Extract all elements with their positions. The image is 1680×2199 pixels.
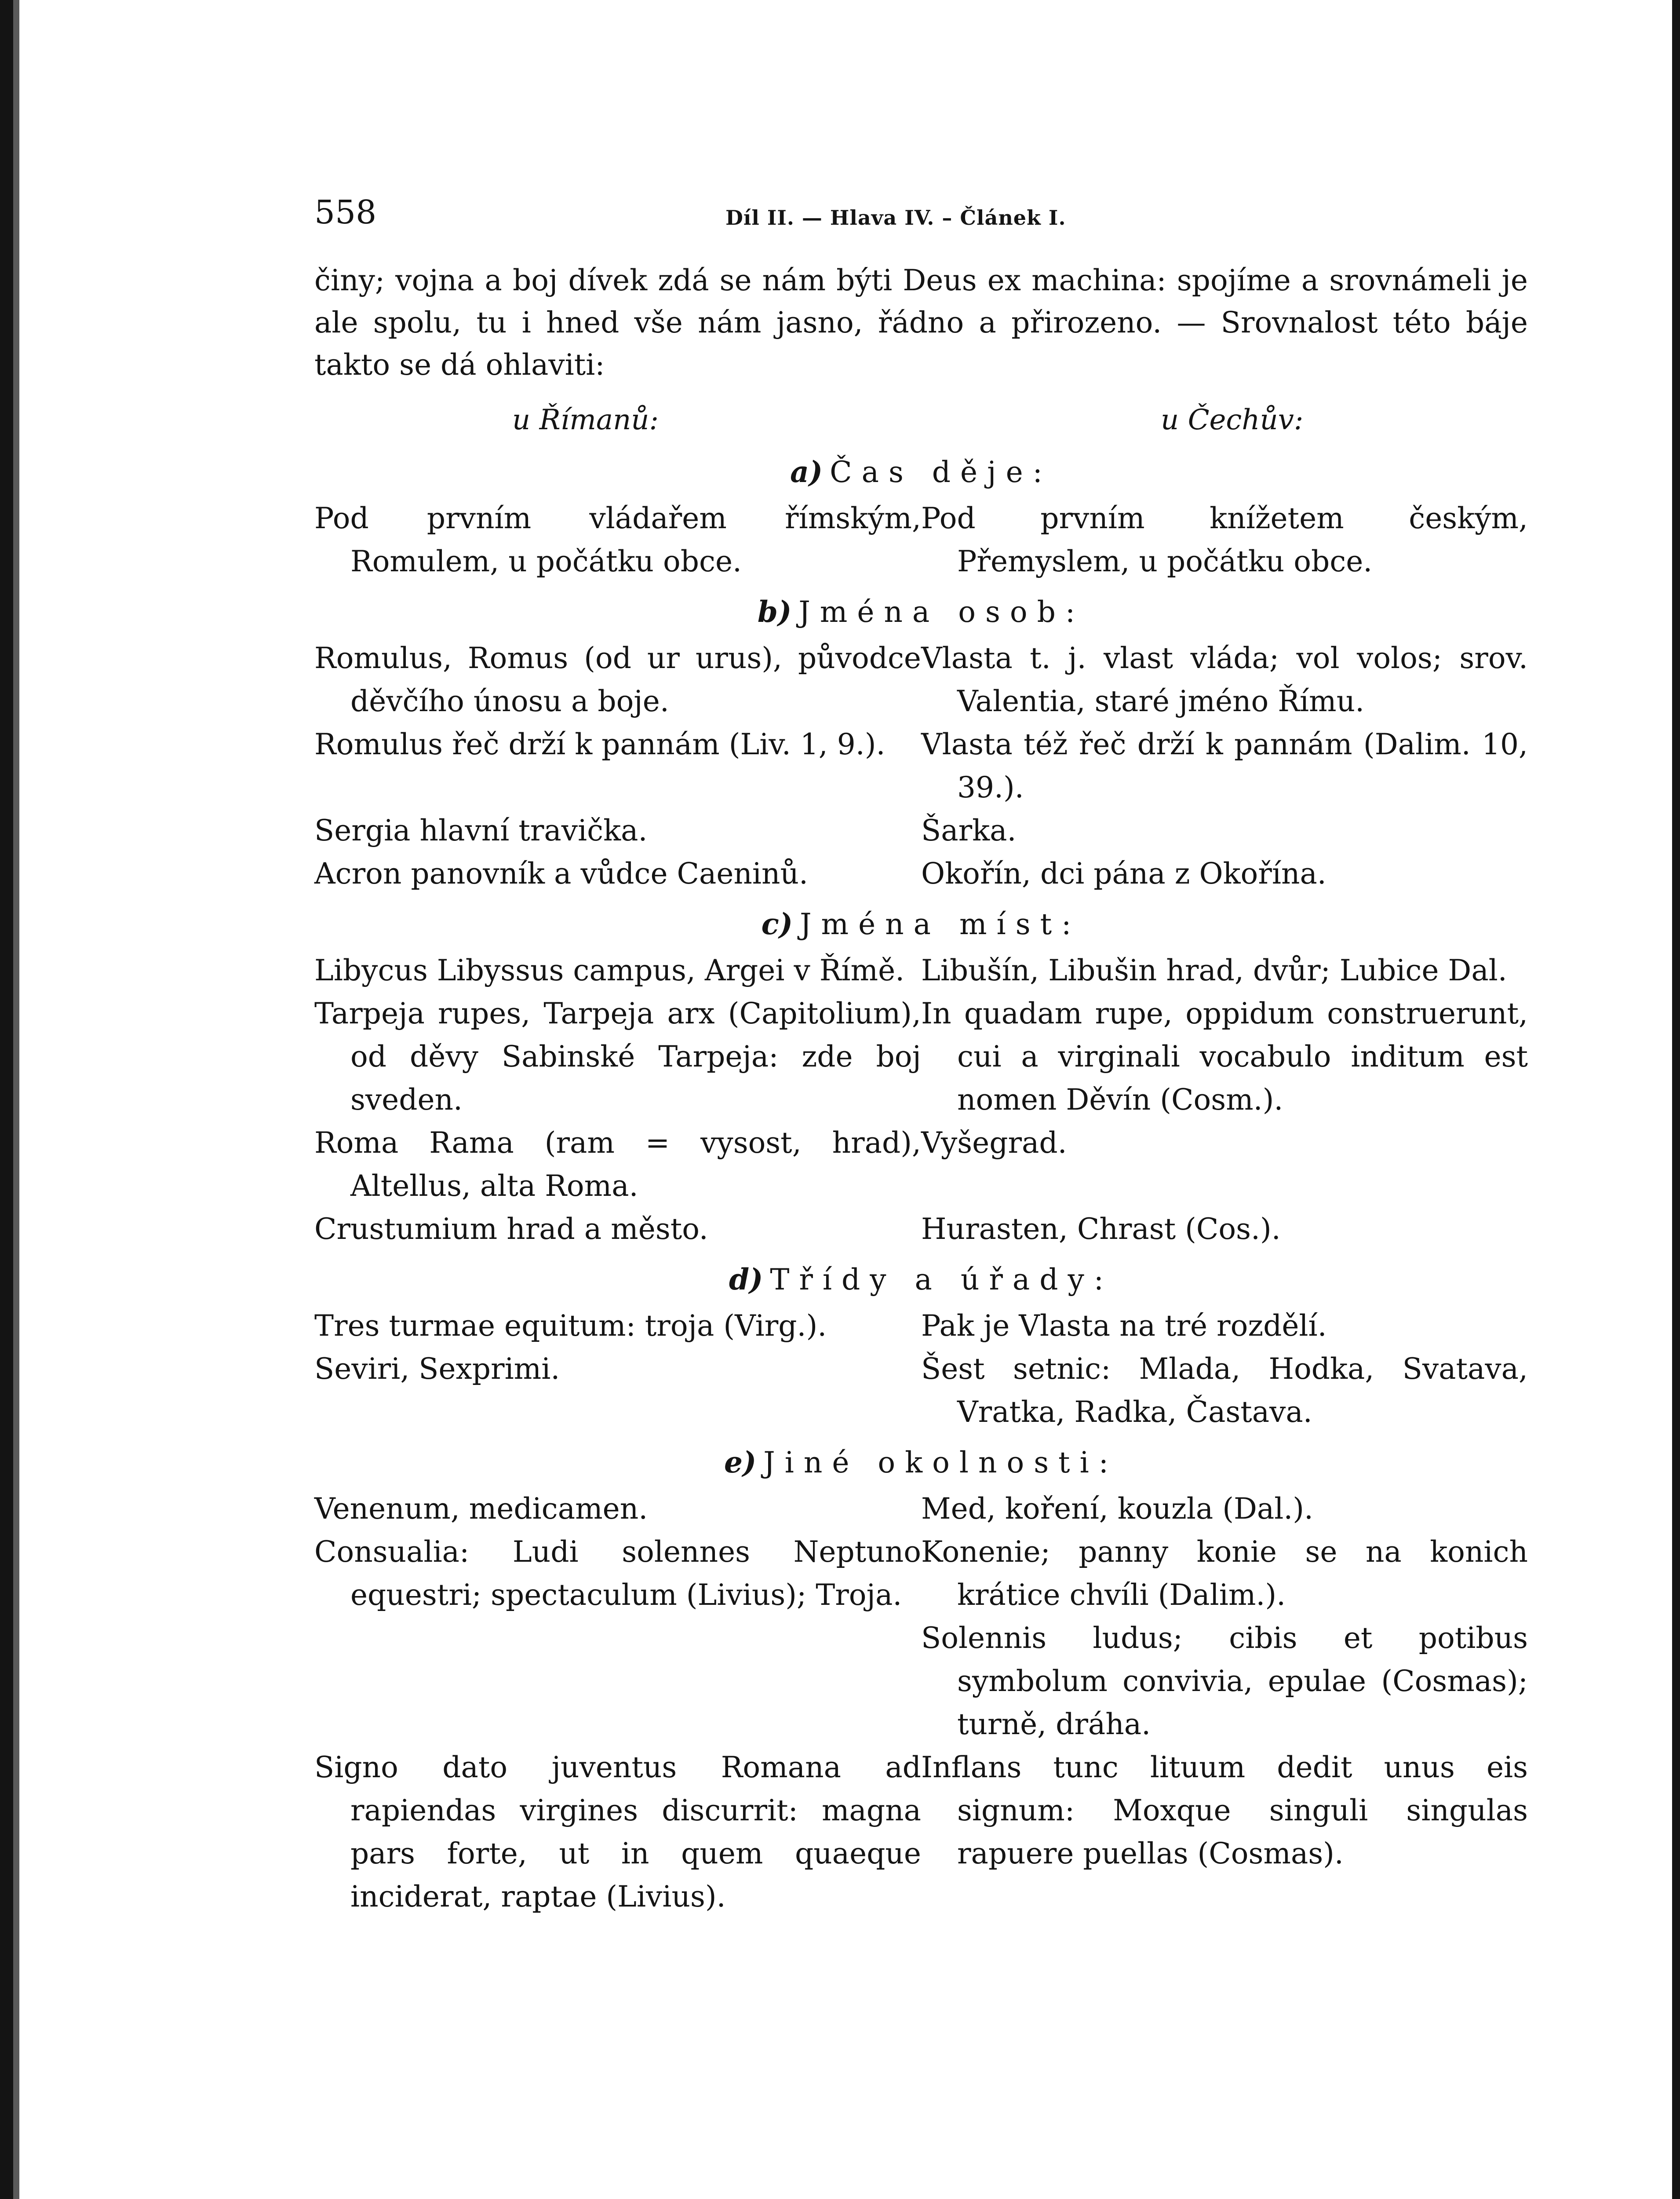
comparison-row (314, 723, 1528, 809)
right-entry: Vyšegrad. (921, 1126, 1067, 1160)
section-heading (314, 1445, 1528, 1479)
left-entry: Signo dato juventus Romana ad rapiendas virgines discurrit: magna pars forte, ut in quem quaeque inciderat, raptae (Livius). (314, 1750, 921, 1914)
comparison-row (314, 1304, 1528, 1348)
scan-border-right (1672, 0, 1680, 2199)
left-entry: Roma Rama (ram = vysost, hrad), Altellus, alta Roma. (314, 1126, 921, 1203)
comparison-row (314, 1121, 1528, 1208)
section-d (314, 1262, 1528, 1434)
left-entry: Pod prvním vládařem římským, Romulem, u počátku obce. (314, 501, 921, 578)
section-title: Jména míst: (800, 907, 1081, 941)
left-entry: Seviri, Sexprimi. (314, 1352, 560, 1386)
left-entry (314, 1617, 921, 1746)
page (314, 189, 1528, 1918)
right-entry: Šest setnic: Mlada, Hodka, Svatava, Vratka, Radka, Častava. (921, 1352, 1528, 1429)
right-entry: Inflans tunc lituum dedit unus eis signum: Moxque singuli singulas rapuere puellas (Cosmas). (921, 1750, 1528, 1870)
section-mark: e) (724, 1445, 757, 1479)
right-entry: Libušín, Libušin hrad, dvůr; Lubice Dal. (921, 953, 1507, 987)
column-headings (314, 404, 1528, 443)
comparison-row (314, 1531, 1528, 1617)
section-heading (314, 1262, 1528, 1297)
right-entry: Med, koření, kouzla (Dal.). (921, 1492, 1314, 1526)
comparison-row (314, 1746, 1528, 1918)
comparison-row (314, 992, 1528, 1121)
section-mark: b) (757, 595, 792, 629)
section-title: Jména osob: (798, 595, 1085, 629)
column-heading-right: u Čechův: (1161, 404, 1304, 436)
section-mark: d) (729, 1262, 763, 1297)
scan-border-left (0, 0, 13, 2199)
intro-paragraph: činy; vojna a boj dívek zdá se nám býti Deus ex machina: spojíme a srovnámeli je ale spolu, tu i hned vše nám jasno, řádno a přirozeno. — Srovnalost této báje takto se dá ohlaviti: (314, 263, 1528, 382)
section-title: Jiné okolnosti: (763, 1446, 1118, 1479)
left-entry: Tres turmae equitum: troja (Virg.). (314, 1309, 827, 1343)
section-a (314, 455, 1528, 583)
section-c (314, 907, 1528, 1251)
left-entry: Sergia hlavní travička. (314, 814, 648, 847)
right-entry: In quadam rupe, oppidum construerunt, cui a virginali vocabulo inditum est nomen Děvín (Cosm.). (921, 997, 1528, 1117)
left-entry: Venenum, medicamen. (314, 1492, 648, 1526)
left-entry: Libycus Libyssus campus, Argei v Římě. (314, 953, 905, 987)
right-entry: Vlasta též řeč drží k pannám (Dalim. 10, 39.). (921, 727, 1528, 804)
left-entry: Crustumium hrad a město. (314, 1212, 708, 1246)
left-entry: Romulus řeč drží k pannám (Liv. 1, 9.). (314, 727, 886, 761)
section-b (314, 595, 1528, 895)
comparison-row (314, 809, 1528, 852)
comparison-row (314, 497, 1528, 583)
right-entry: Pod prvním knížetem českým, Přemyslem, u počátku obce. (921, 501, 1528, 578)
section-heading (314, 455, 1528, 489)
section-e (314, 1445, 1528, 1918)
left-entry: Acron panovník a vůdce Caeninů. (314, 857, 808, 891)
page-number: 558 (314, 194, 377, 231)
section-title: Třídy a úřady: (770, 1263, 1114, 1297)
left-entry: Tarpeja rupes, Tarpeja arx (Capitolium), od děvy Sabinské Tarpeja: zde boj sveden. (314, 997, 921, 1117)
right-entry: Šarka. (921, 814, 1017, 847)
comparison-row (314, 949, 1528, 992)
comparison-row (314, 1487, 1528, 1531)
comparison-row (314, 637, 1528, 723)
comparison-row (314, 1617, 1528, 1746)
scan-shadow-left (13, 0, 19, 2199)
left-entry: Consualia: Ludi solennes Neptuno equestri; spectaculum (Livius); Troja. (314, 1535, 921, 1612)
right-entry: Solennis ludus; cibis et potibus symbolum convivia, epulae (Cosmas); turně, dráha. (921, 1621, 1528, 1741)
page-header (314, 189, 1528, 246)
section-mark: c) (761, 907, 793, 941)
running-head: Díl II. — Hlava IV. – Článek I. (725, 206, 1066, 230)
comparison-row (314, 1348, 1528, 1434)
section-mark: a) (790, 455, 823, 489)
comparison-row (314, 1208, 1528, 1251)
right-entry: Konenie; panny konie se na konich krátice chvíli (Dalim.). (921, 1535, 1528, 1612)
right-entry: Okořín, dci pána z Okořína. (921, 857, 1327, 891)
section-title: Čas děje: (830, 455, 1052, 489)
section-heading (314, 907, 1528, 941)
right-entry: Pak je Vlasta na tré rozdělí. (921, 1309, 1327, 1343)
left-entry: Romulus, Romus (od ur urus), původce děvčího únosu a boje. (314, 641, 921, 718)
right-entry: Hurasten, Chrast (Cos.). (921, 1212, 1281, 1246)
section-heading (314, 595, 1528, 629)
comparison-row (314, 852, 1528, 895)
column-heading-left: u Římanů: (512, 404, 659, 436)
right-entry: Vlasta t. j. vlast vláda; vol volos; srov. Valentia, staré jméno Římu. (921, 641, 1528, 718)
